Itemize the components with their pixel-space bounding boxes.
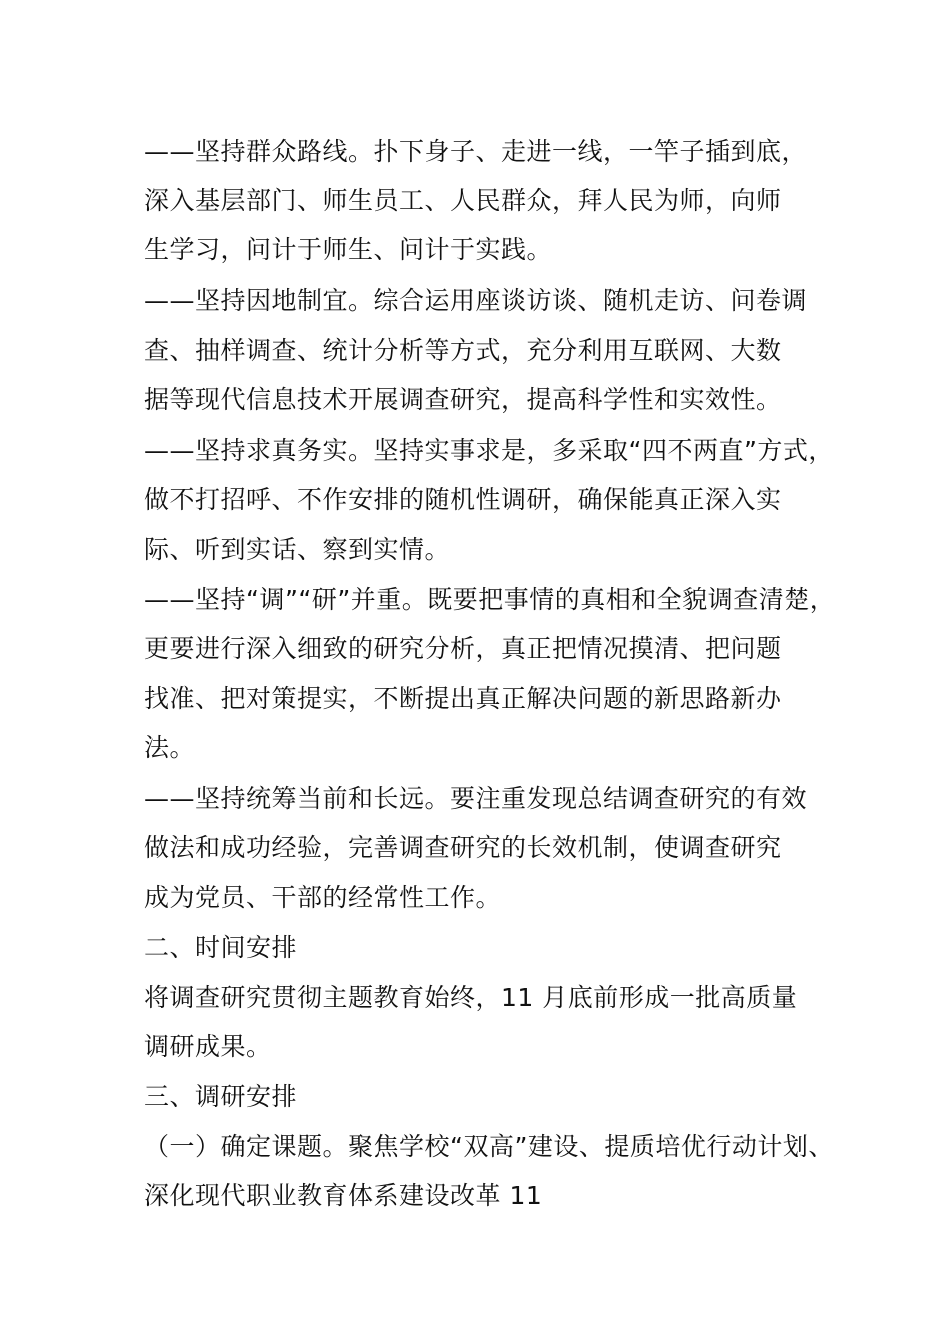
section-heading: 三、调研安排 xyxy=(144,1082,298,1111)
text-line: 更要进行深入细致的研究分析，真正把情况摸清、把问题 xyxy=(144,634,782,663)
text-line: （一）确定课题。聚焦学校“双高”建设、提质培优行动计划、 xyxy=(144,1132,834,1161)
text-line: 做法和成功经验，完善调查研究的长效机制，使调查研究 xyxy=(144,833,782,862)
text-line: 找准、把对策提实，不断提出真正解决问题的新思路新办 xyxy=(144,684,782,713)
text-line: 调研成果。 xyxy=(144,1032,272,1061)
text-line: ——坚持群众路线。扑下身子、走进一线，一竿子插到底， xyxy=(144,137,808,166)
text-line: 做不打招呼、不作安排的随机性调研，确保能真正深入实 xyxy=(144,485,782,514)
text-line: 查、抽样调查、统计分析等方式，充分利用互联网、大数 xyxy=(144,336,782,365)
text-line: 生学习，问计于师生、问计于实践。 xyxy=(144,235,553,264)
text-line: ——坚持统筹当前和长远。要注重发现总结调查研究的有效 xyxy=(144,784,808,813)
text-line: 深化现代职业教育体系建设改革 11 xyxy=(144,1181,543,1210)
text-line: 据等现代信息技术开展调查研究，提高科学性和实效性。 xyxy=(144,385,782,414)
text-line: 际、听到实话、察到实情。 xyxy=(144,535,451,564)
text-line: ——坚持“调”“研”并重。既要把事情的真相和全貌调查清楚， xyxy=(144,585,836,614)
text-line: ——坚持因地制宜。综合运用座谈访谈、随机走访、问卷调 xyxy=(144,286,808,315)
section-heading: 二、时间安排 xyxy=(144,933,298,962)
text-line: 成为党员、干部的经常性工作。 xyxy=(144,883,502,912)
text-line: ——坚持求真务实。坚持实事求是，多采取“四不两直”方式， xyxy=(144,436,834,465)
text-line: 深入基层部门、师生员工、人民群众，拜人民为师，向师 xyxy=(144,186,782,215)
text-line: 将调查研究贯彻主题教育始终，11 月底前形成一批高质量 xyxy=(144,983,798,1012)
text-line: 法。 xyxy=(144,733,196,762)
